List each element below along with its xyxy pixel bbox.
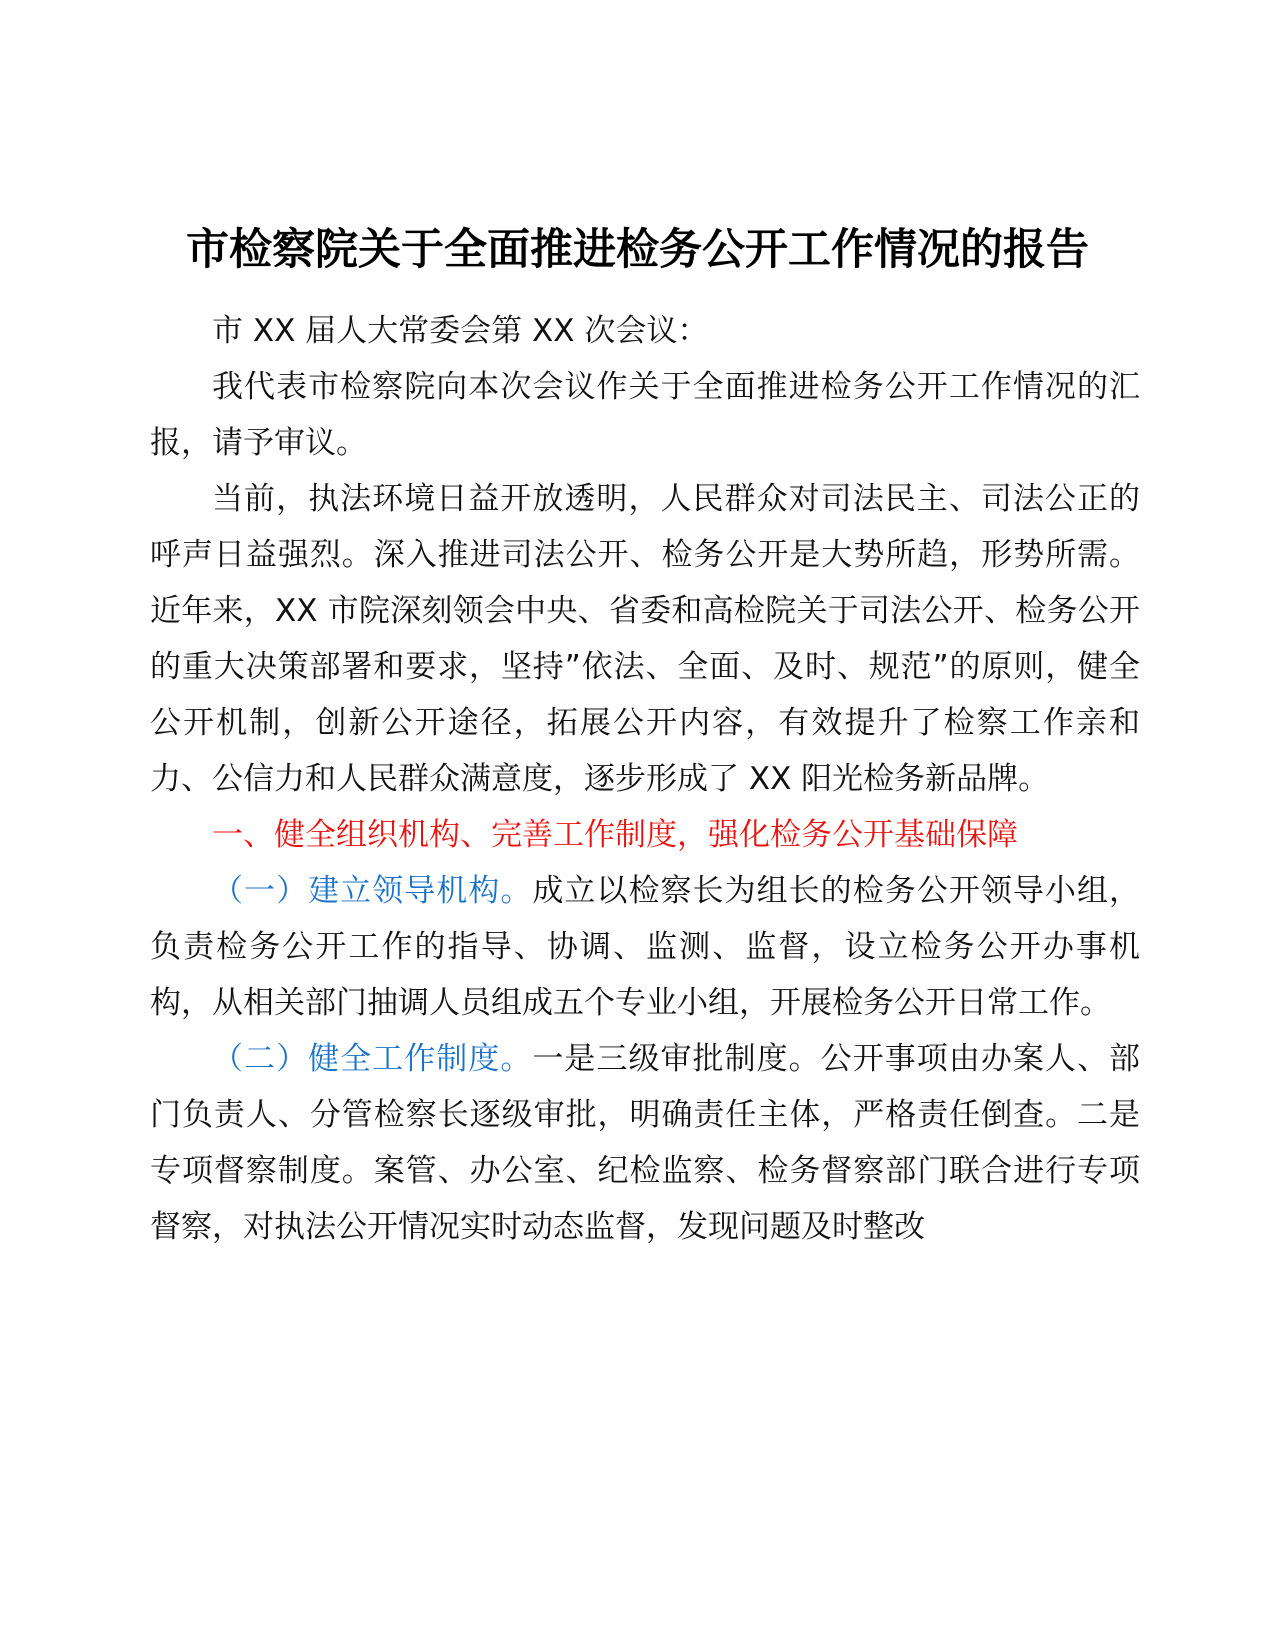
paragraph-background: 当前，执法环境日益开放透明，人民群众对司法民主、司法公正的呼声日益强烈。深入推进司法公开、检务公开是大势所趋，形势所需。近年来，XX 市院深刻领会中央、省委和高检院关于司法公开、检务公开的重大决策部署和要求，坚持”依法、全面、及时、规范”的原则，健全公开机制，创新公开途径，拓展公开内容，有效提升了检察工作亲和力、公信力和人民群众满意度，逐步形成了 XX 阳光检务新品牌。 <box>150 481 1140 797</box>
subsection-2 <box>150 1031 1140 1255</box>
document-title: 市检察院关于全面推进检务公开工作情况的报告 <box>186 225 1089 275</box>
paragraph-intro: 我代表市检察院向本次会议作关于全面推进检务公开工作情况的汇报，请予审议。 <box>150 369 1140 461</box>
subsection-2-heading: （二）健全工作制度。 <box>212 1041 533 1077</box>
subsection-1-heading: （一）建立领导机构。 <box>212 873 533 909</box>
subsection-1-text: 成立以检察长为组长的检务公开领导小组，负责检务公开工作的指导、协调、监测、监督，设立检务公开办事机构，从相关部门抽调人员组成五个专业小组，开展检务公开日常工作。 <box>150 873 1141 1021</box>
subsection-2-text: 一是三级审批制度。公开事项由办案人、部门负责人、分管检察长逐级审批，明确责任主体，严格责任倒查。二是专项督察制度。案管、办公室、纪检监察、检务督察部门联合进行专项督察，对执法公开情况实时动态监督，发现问题及时整改 <box>150 1041 1141 1245</box>
salutation: 市 XX 届人大常委会第 XX 次会议： <box>212 313 709 349</box>
document-body <box>150 303 1140 1255</box>
subsection-1 <box>150 863 1140 1031</box>
section-heading-1: 一、健全组织机构、完善工作制度，强化检务公开基础保障 <box>212 817 1018 853</box>
